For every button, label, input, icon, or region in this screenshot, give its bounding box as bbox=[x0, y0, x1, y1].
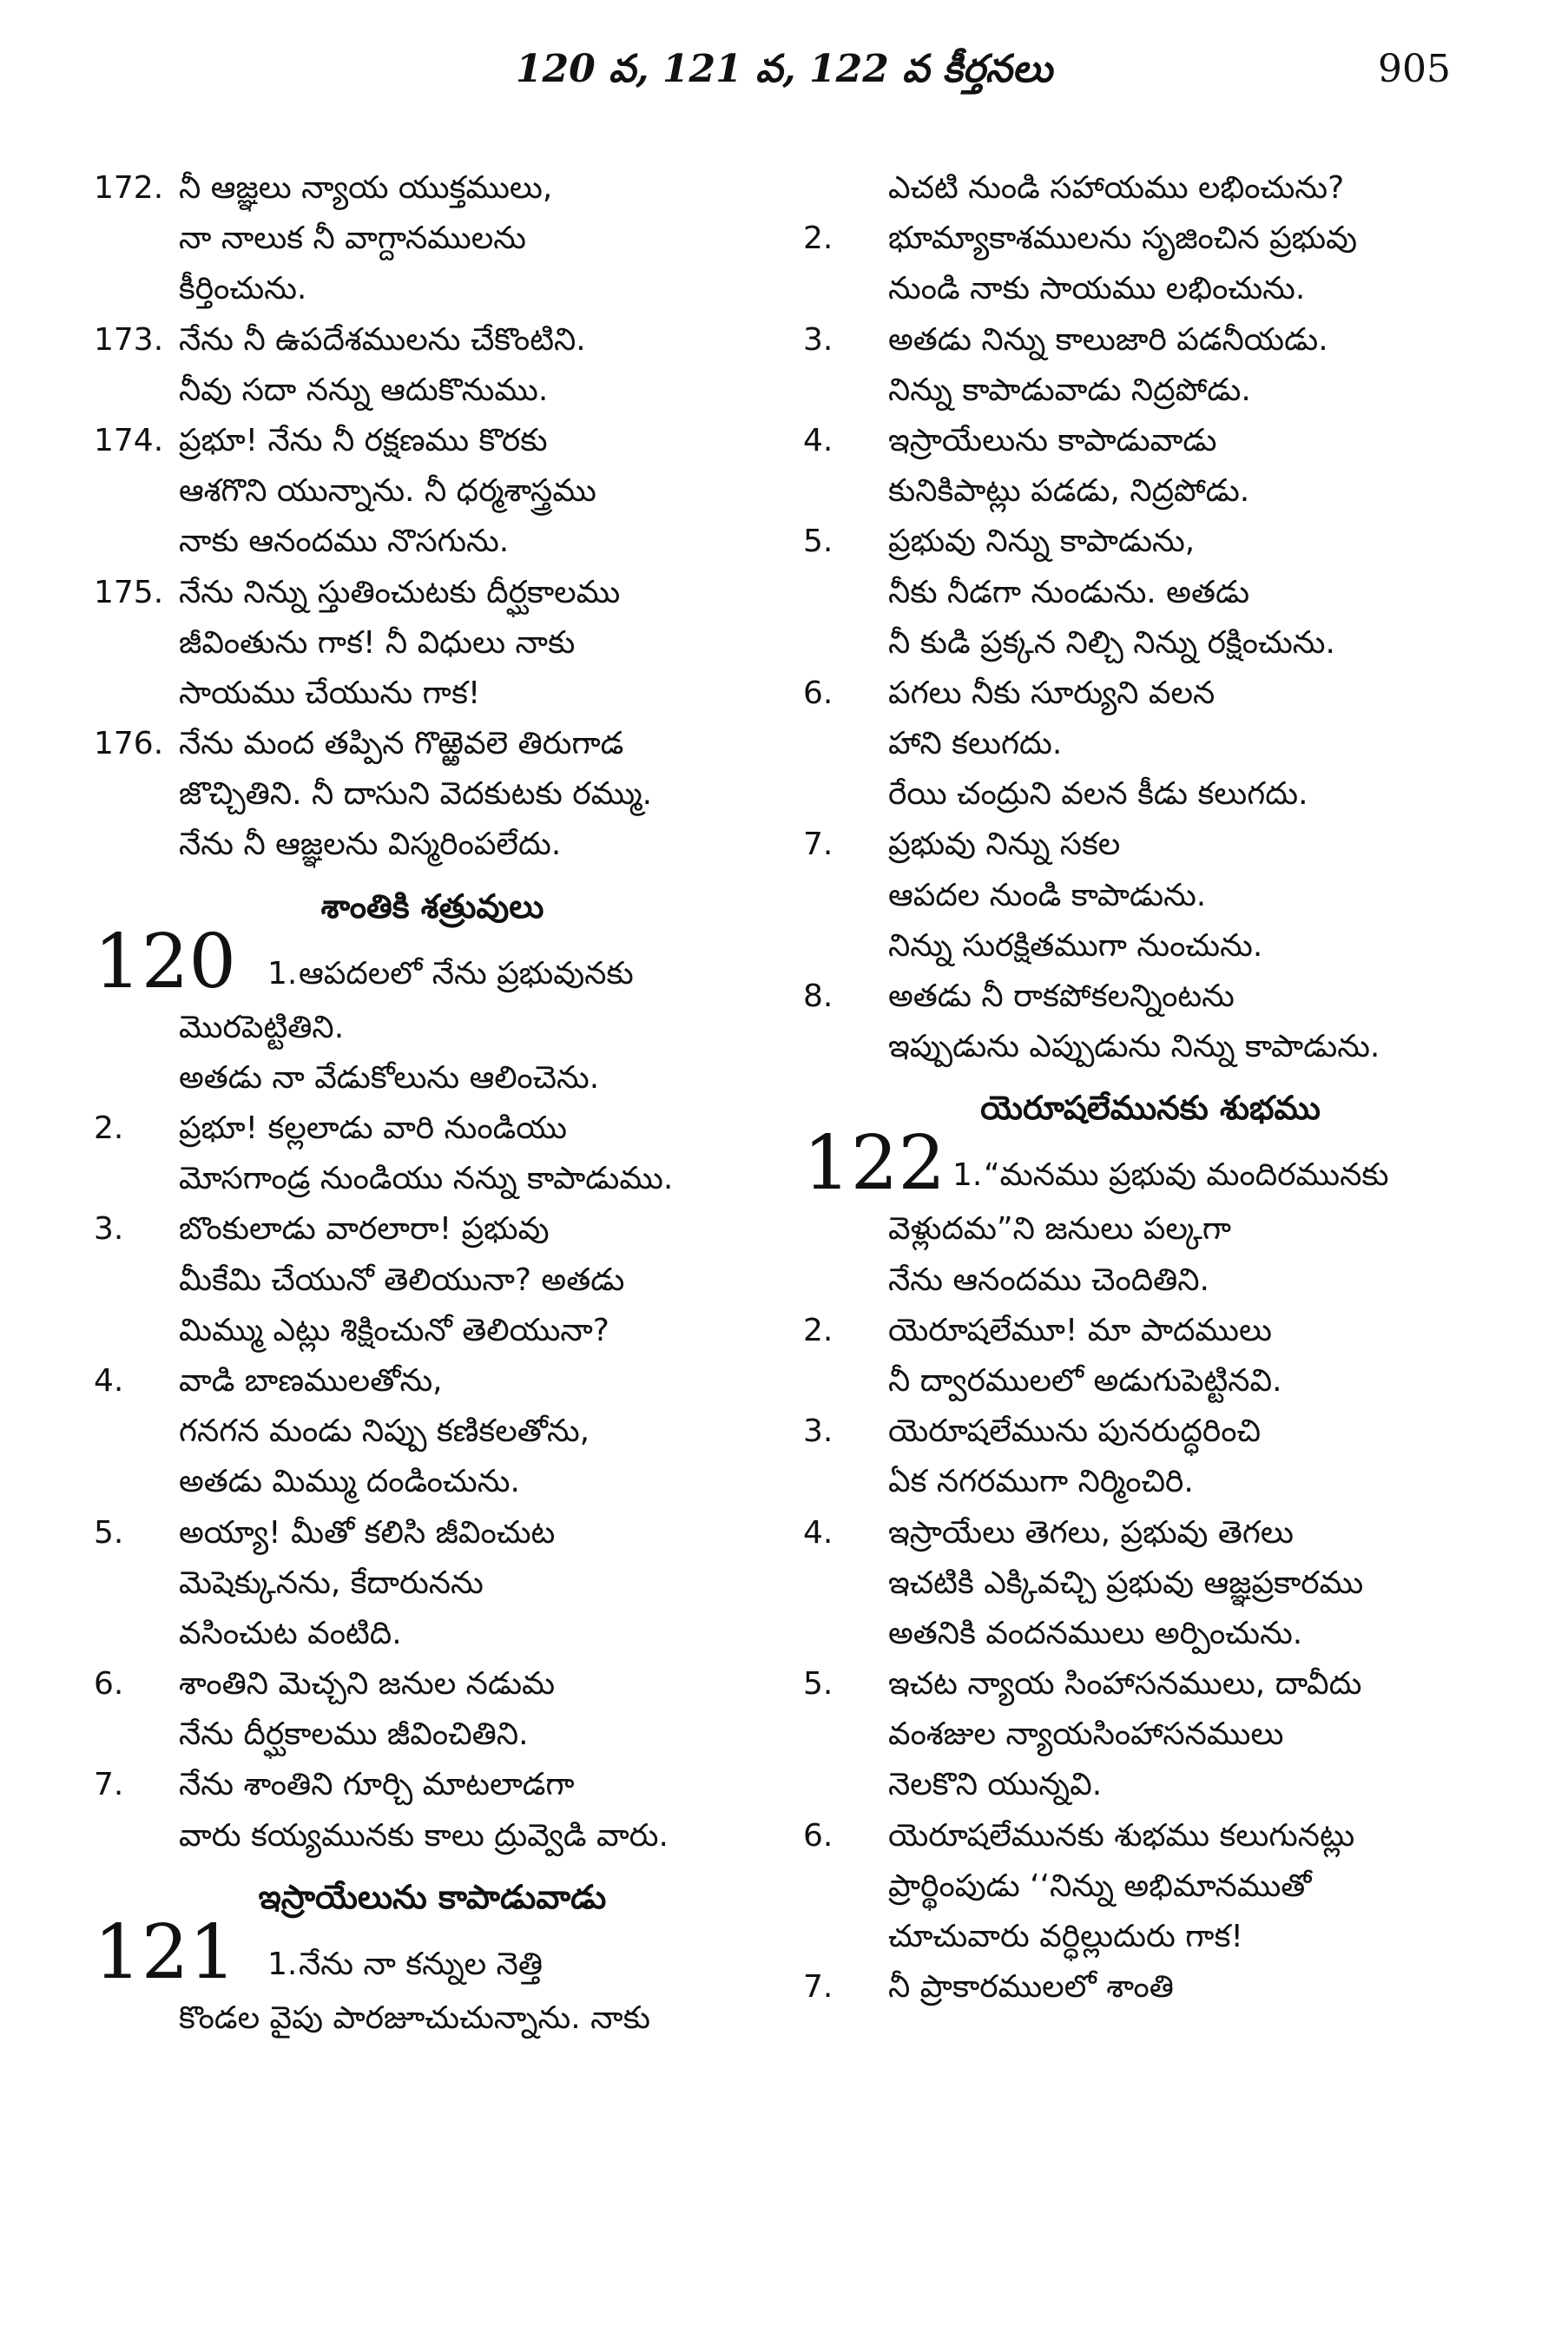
verse-text: బొంకులాడు వారలారా! ప్రభువు bbox=[179, 1211, 550, 1248]
verse-text: నిన్ను కాపాడువాడు నిద్రపోడు. bbox=[888, 372, 1251, 408]
verse-text: నుండి నాకు సాయము లభించును. bbox=[888, 271, 1306, 307]
verse-line bbox=[803, 1962, 1498, 2013]
verse-text: ఇస్రాయేలు తెగలు, ప్రభువు తెగలు bbox=[888, 1514, 1294, 1551]
psalm-heading: ఇస్రాయేలును కాపాడువాడు bbox=[258, 1877, 607, 1916]
verse-text: ప్రభూ! నేను నీ రక్షణము కొరకు bbox=[179, 422, 548, 458]
verse-text: వసించుట వంటిది. bbox=[179, 1615, 402, 1651]
verse-number: 2. bbox=[803, 1312, 833, 1348]
verse-line bbox=[94, 1306, 771, 1356]
verse-text: ప్రార్థింపుడు ‘‘నిన్ను అభిమానముతో bbox=[888, 1868, 1312, 1904]
verse-text: మెషెక్కునను, కేదారునను bbox=[179, 1565, 484, 1601]
psalm-number: 120 bbox=[94, 918, 237, 1005]
verse-text: యెరూషలేమూ! మా పాదములు bbox=[888, 1312, 1272, 1348]
verse-line bbox=[94, 264, 771, 314]
verse-text: మీకేమి చేయునో తెలియునా? అతడు bbox=[179, 1262, 625, 1298]
verse-line bbox=[803, 568, 1498, 618]
verse-line bbox=[803, 1306, 1498, 1356]
verse-text: జీవింతును గాక! నీ విధులు నాకు bbox=[179, 624, 576, 661]
verse-text: కొండల వైపు పారజూచుచున్నాను. నాకు bbox=[179, 2000, 651, 2036]
verse-text: ఇచట న్యాయ సింహాసనములు, దావీదు bbox=[888, 1666, 1362, 1703]
verse-number: 5. bbox=[94, 1514, 124, 1551]
verse-line bbox=[803, 1710, 1498, 1760]
verse-line bbox=[803, 1022, 1498, 1072]
page-number: 905 bbox=[1378, 47, 1451, 91]
verse-text: ప్రభూ! కల్లలాడు వారి నుండియు bbox=[179, 1110, 567, 1146]
verse-text: నేను నీ ఉపదేశములను చేకొంటిని. bbox=[179, 321, 586, 358]
verse-line bbox=[94, 1053, 771, 1104]
verse-number: 4. bbox=[94, 1362, 124, 1399]
verse-line bbox=[94, 1659, 771, 1710]
verse-line bbox=[803, 416, 1498, 466]
verse-text: వారు కయ్యమునకు కాలు ద్రువ్వెడి వారు. bbox=[179, 1817, 669, 1854]
verse-line bbox=[94, 1609, 771, 1659]
verse-text: మొరపెట్టితిని. bbox=[179, 1009, 345, 1045]
verse-number: 4. bbox=[803, 422, 833, 458]
verse-text: యెరూషలేమును పునరుద్ధరించి bbox=[888, 1413, 1262, 1450]
verse-line bbox=[803, 921, 1498, 972]
psalm-first-line bbox=[803, 1120, 1498, 1208]
verse-text: గనగన మండు నిప్పు కణికలతోను, bbox=[179, 1413, 590, 1450]
verse-text: భూమ్యాకాశములను సృజించిన ప్రభువు bbox=[888, 221, 1358, 257]
verse-text: నేను మంద తప్పిన గొఱ్ఱెవలె తిరుగాడ bbox=[179, 726, 624, 762]
verse-text: నేను నిన్ను స్తుతించుటకు దీర్ఘకాలము bbox=[179, 574, 621, 610]
verse-text: కునికిపాట్లు పడడు, నిద్రపోడు. bbox=[888, 473, 1250, 510]
verse-text: ఇచటికి ఎక్కివచ్చి ప్రభువు ఆజ్ఞప్రకారము bbox=[888, 1565, 1364, 1601]
verse-number: 2. bbox=[94, 1110, 124, 1146]
verse-line bbox=[803, 669, 1498, 719]
left-column bbox=[94, 163, 771, 2044]
verse-text: ఆపదల నుండి కాపాడును. bbox=[888, 877, 1207, 913]
verse-line bbox=[94, 1558, 771, 1609]
verse-number: 6. bbox=[803, 675, 833, 711]
verse-text: నేను శాంతిని గూర్చి మాటలాడగా bbox=[179, 1767, 575, 1803]
psalm-number: 122 bbox=[803, 1120, 946, 1208]
verse-number: 4. bbox=[803, 1514, 833, 1551]
verse-text: ప్రభువు నిన్ను సకల bbox=[888, 827, 1121, 863]
verse-text: అతనికి వందనములు అర్పించును. bbox=[888, 1615, 1303, 1651]
verse-line bbox=[803, 1204, 1498, 1255]
right-column bbox=[803, 163, 1498, 2013]
verse-line bbox=[803, 820, 1498, 870]
verse-line bbox=[94, 1457, 771, 1507]
verse-text: అయ్యా! మీతో కలిసి జీవించుట bbox=[179, 1514, 556, 1551]
verse-text: నేను ఆనందము చెందితిని. bbox=[888, 1262, 1209, 1298]
verse-line bbox=[803, 1609, 1498, 1659]
psalm-heading: యెరూషలేమునకు శుభము bbox=[980, 1089, 1321, 1128]
verse-number: 7. bbox=[803, 1969, 833, 2006]
verse-line bbox=[803, 618, 1498, 669]
verse-line bbox=[94, 769, 771, 820]
verse-text: నీ ద్వారములలో అడుగుపెట్టినవి. bbox=[888, 1362, 1282, 1399]
verse-number: 3. bbox=[803, 1413, 833, 1450]
verse-line bbox=[94, 1255, 771, 1306]
verse-line bbox=[94, 466, 771, 517]
verse-line bbox=[803, 214, 1498, 264]
verse-line bbox=[94, 416, 771, 466]
verse-text: నేను నా కన్నుల నెత్తి bbox=[299, 1946, 544, 1982]
verse-line bbox=[803, 1811, 1498, 1861]
verse-text: “మనము ప్రభువు మందిరమునకు bbox=[984, 1157, 1389, 1194]
verse-line bbox=[94, 214, 771, 264]
verse-number: 1. bbox=[267, 955, 298, 992]
verse-text: నేను దీర్ఘకాలము జీవించితిని. bbox=[179, 1716, 529, 1753]
verse-number: 1. bbox=[267, 1946, 298, 1982]
verse-line bbox=[803, 1659, 1498, 1710]
verse-text: ఇస్రాయేలును కాపాడువాడు bbox=[888, 422, 1217, 458]
verse-text: హాని కలుగదు. bbox=[888, 726, 1063, 762]
verse-text: రేయి చంద్రుని వలన కీడు కలుగదు. bbox=[888, 776, 1308, 813]
verse-line bbox=[94, 568, 771, 618]
verse-line bbox=[94, 618, 771, 669]
verse-line bbox=[94, 517, 771, 567]
running-header-title: 120 వ, 121 వ, 122 వ కీర్తనలు bbox=[515, 47, 1053, 91]
verse-text: ప్రభువు నిన్ను కాపాడును, bbox=[888, 524, 1196, 560]
verse-number: 7. bbox=[803, 827, 833, 863]
psalm-number: 121 bbox=[94, 1908, 237, 1996]
verse-number: 175. bbox=[94, 574, 164, 610]
verse-line bbox=[94, 719, 771, 769]
verse-line bbox=[803, 769, 1498, 820]
psalm-heading: శాంతికి శత్రువులు bbox=[320, 886, 544, 926]
verse-line bbox=[94, 163, 771, 214]
verse-number: 7. bbox=[94, 1767, 124, 1803]
verse-number: 6. bbox=[94, 1666, 124, 1703]
verse-text: అతడు నా వేడుకోలును ఆలించెను. bbox=[179, 1059, 600, 1096]
psalm-first-line bbox=[94, 918, 771, 1005]
verse-line bbox=[803, 972, 1498, 1022]
verse-number: 5. bbox=[803, 1666, 833, 1703]
verse-text: అతడు మిమ్ము దండించును. bbox=[179, 1464, 520, 1500]
verse-line bbox=[803, 366, 1498, 416]
verse-text: ఆశగొని యున్నాను. నీ ధర్మశాస్త్రము bbox=[179, 473, 596, 510]
verse-number: 172. bbox=[94, 170, 164, 206]
verse-text: అతడు నీ రాకపోకలన్నింటను bbox=[888, 978, 1235, 1014]
verse-text: ఏక నగరముగా నిర్మించిరి. bbox=[888, 1464, 1194, 1500]
verse-line bbox=[803, 1760, 1498, 1810]
verse-line bbox=[803, 466, 1498, 517]
verse-text: వాడి బాణములతోను, bbox=[179, 1362, 443, 1399]
verse-number: 3. bbox=[94, 1211, 124, 1248]
verse-line bbox=[94, 1993, 771, 2044]
verse-number: 3. bbox=[803, 321, 833, 358]
psalm-first-line bbox=[94, 1908, 771, 1996]
verse-line bbox=[803, 1912, 1498, 1962]
verse-text: ఇప్పుడును ఎప్పుడును నిన్ను కాపాడును. bbox=[888, 1029, 1380, 1065]
verse-text: మిమ్ము ఎట్లు శిక్షించునో తెలియునా? bbox=[179, 1312, 609, 1348]
verse-text: ఎచటి నుండి సహాయము లభించును? bbox=[888, 170, 1345, 206]
verse-line bbox=[803, 1508, 1498, 1558]
verse-text: సాయము చేయును గాక! bbox=[179, 675, 481, 711]
verse-text: నా నాలుక నీ వాగ్దానములను bbox=[179, 221, 527, 257]
verse-line bbox=[94, 1154, 771, 1204]
verse-number: 5. bbox=[803, 524, 833, 560]
verse-number: 2. bbox=[803, 221, 833, 257]
verse-line bbox=[94, 1104, 771, 1154]
verse-line bbox=[803, 1255, 1498, 1306]
verse-line bbox=[94, 669, 771, 719]
verse-number: 176. bbox=[94, 726, 164, 762]
verse-text: ఆపదలలో నేను ప్రభువునకు bbox=[299, 955, 634, 992]
verse-line bbox=[94, 315, 771, 366]
verse-line bbox=[803, 719, 1498, 769]
verse-line bbox=[803, 1558, 1498, 1609]
verse-text: మోసగాండ్ర నుండియు నన్ను కాపాడుము. bbox=[179, 1161, 674, 1197]
verse-line bbox=[803, 871, 1498, 921]
verse-line bbox=[803, 1457, 1498, 1507]
verse-text: నిన్ను సురక్షితముగా నుంచును. bbox=[888, 927, 1263, 964]
verse-line bbox=[94, 366, 771, 416]
verse-line bbox=[94, 1003, 771, 1053]
verse-text: నాకు ఆనందము నొసగును. bbox=[179, 524, 510, 560]
verse-text: అతడు నిన్ను కాలుజారి పడనీయడు. bbox=[888, 321, 1328, 358]
verse-text: జొచ్చితిని. నీ దాసుని వెదకుటకు రమ్ము. bbox=[179, 776, 653, 813]
verse-text: వంశజుల న్యాయసింహాసనములు bbox=[888, 1716, 1284, 1753]
verse-number: 174. bbox=[94, 422, 164, 458]
verse-line bbox=[803, 264, 1498, 314]
verse-line bbox=[803, 1356, 1498, 1407]
verse-number: 173. bbox=[94, 321, 164, 358]
verse-line bbox=[94, 1508, 771, 1558]
verse-line bbox=[94, 820, 771, 870]
verse-text: చూచువారు వర్ధిల్లుదురు గాక! bbox=[888, 1919, 1243, 1954]
verse-line bbox=[803, 1407, 1498, 1457]
verse-line bbox=[94, 1710, 771, 1760]
verse-line bbox=[94, 1356, 771, 1407]
verse-line bbox=[94, 1204, 771, 1255]
verse-text: కీర్తించును. bbox=[179, 271, 307, 307]
verse-text: నేను నీ ఆజ్ఞలను విస్మరింపలేదు. bbox=[179, 827, 562, 863]
verse-number: 6. bbox=[803, 1817, 833, 1854]
verse-number: 1. bbox=[952, 1157, 983, 1194]
verse-text: శాంతిని మెచ్చని జనుల నడుమ bbox=[179, 1666, 556, 1703]
verse-text: వెళ్లుదమ”ని జనులు పల్కగా bbox=[888, 1211, 1232, 1248]
verse-line bbox=[94, 1811, 771, 1861]
verse-text: నీవు సదా నన్ను ఆదుకొనుము. bbox=[179, 372, 549, 408]
verse-line bbox=[803, 517, 1498, 567]
verse-text: నీ కుడి ప్రక్కన నిల్చి నిన్ను రక్షించును. bbox=[888, 624, 1335, 661]
verse-line bbox=[94, 1760, 771, 1810]
verse-line bbox=[94, 1407, 771, 1457]
verse-text: నీకు నీడగా నుండును. అతడు bbox=[888, 574, 1250, 610]
verse-text: పగలు నీకు సూర్యుని వలన bbox=[888, 675, 1216, 711]
verse-text: నీ ప్రాకారములలో శాంతి bbox=[888, 1969, 1174, 2006]
verse-text: యెరూషలేమునకు శుభము కలుగునట్లు bbox=[888, 1817, 1355, 1854]
verse-text: నీ ఆజ్ఞలు న్యాయ యుక్తములు, bbox=[179, 170, 553, 206]
verse-line bbox=[803, 315, 1498, 366]
verse-line bbox=[803, 1861, 1498, 1912]
verse-number: 8. bbox=[803, 978, 833, 1014]
verse-line bbox=[803, 163, 1498, 214]
verse-text: నెలకొని యున్నవి. bbox=[888, 1767, 1103, 1803]
